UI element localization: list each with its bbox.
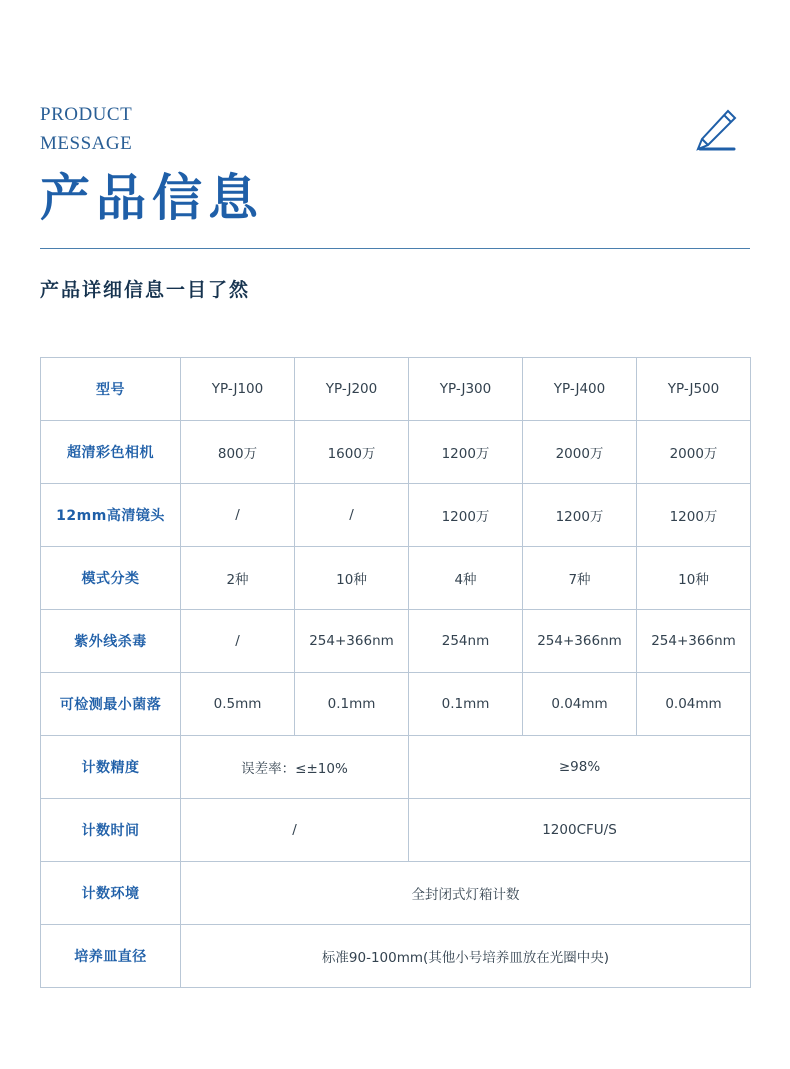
- table-cell: 1200CFU/S: [409, 798, 751, 861]
- table-cell: 1600万: [295, 420, 409, 483]
- table-row: [41, 672, 751, 735]
- table-cell: 0.1mm: [409, 672, 523, 735]
- table-cell: 2000万: [523, 420, 637, 483]
- table-cell: 全封闭式灯箱计数: [181, 861, 751, 924]
- table-cell: /: [181, 798, 409, 861]
- table-cell: 0.5mm: [181, 672, 295, 735]
- table-cell: 254nm: [409, 609, 523, 672]
- row-label: 紫外线杀毒: [41, 609, 181, 672]
- table-row: [41, 609, 751, 672]
- table-cell: 0.04mm: [523, 672, 637, 735]
- pencil-icon: [688, 105, 742, 159]
- table-row: [41, 420, 751, 483]
- table-cell: 800万: [181, 420, 295, 483]
- table-cell: /: [181, 483, 295, 546]
- table-cell: /: [295, 483, 409, 546]
- table-cell: 1200万: [409, 420, 523, 483]
- eyebrow-line-1: PRODUCT: [40, 104, 133, 125]
- table-cell: 2000万: [637, 420, 751, 483]
- row-label: 培养皿直径: [41, 924, 181, 987]
- table-cell: 10种: [295, 546, 409, 609]
- eyebrow-text: [40, 100, 750, 159]
- table-cell: 10种: [637, 546, 751, 609]
- table-cell: 标准90-100mm(其他小号培养皿放在光圈中央): [181, 924, 751, 987]
- row-label: 12mm高清镜头: [41, 483, 181, 546]
- table-row: [41, 483, 751, 546]
- page-title: 产品信息: [40, 168, 264, 227]
- row-label: 计数环境: [41, 861, 181, 924]
- table-cell: 254+366nm: [637, 609, 751, 672]
- spec-table-body: [41, 357, 751, 987]
- header-divider: [40, 248, 750, 249]
- table-cell: 1200万: [637, 483, 751, 546]
- row-label: 模式分类: [41, 546, 181, 609]
- table-row: [41, 546, 751, 609]
- table-cell: ≥98%: [409, 735, 751, 798]
- table-cell: 1200万: [523, 483, 637, 546]
- table-cell: YP-J100: [181, 357, 295, 420]
- row-label: 型号: [41, 357, 181, 420]
- table-cell: /: [181, 609, 295, 672]
- spec-table-wrapper: [40, 357, 750, 988]
- row-label: 可检测最小菌落: [41, 672, 181, 735]
- row-label: 计数精度: [41, 735, 181, 798]
- table-cell: YP-J500: [637, 357, 751, 420]
- spec-table: [40, 357, 751, 988]
- table-cell: YP-J400: [523, 357, 637, 420]
- table-row: [41, 924, 751, 987]
- table-cell: 2种: [181, 546, 295, 609]
- page-subtitle: 产品详细信息一目了然: [40, 279, 251, 301]
- row-label: 超清彩色相机: [41, 420, 181, 483]
- table-cell: 254+366nm: [295, 609, 409, 672]
- table-cell: 0.1mm: [295, 672, 409, 735]
- table-row: [41, 861, 751, 924]
- table-row: [41, 735, 751, 798]
- eyebrow-line-2: MESSAGE: [40, 133, 133, 155]
- table-cell: 4种: [409, 546, 523, 609]
- table-cell: 1200万: [409, 483, 523, 546]
- table-cell: 7种: [523, 546, 637, 609]
- table-row: [41, 798, 751, 861]
- page-header: [40, 0, 750, 302]
- table-cell: 254+366nm: [523, 609, 637, 672]
- table-row: [41, 357, 751, 420]
- table-cell: 误差率：≤±10%: [181, 735, 409, 798]
- table-cell: YP-J200: [295, 357, 409, 420]
- row-label: 计数时间: [41, 798, 181, 861]
- table-cell: YP-J300: [409, 357, 523, 420]
- table-cell: 0.04mm: [637, 672, 751, 735]
